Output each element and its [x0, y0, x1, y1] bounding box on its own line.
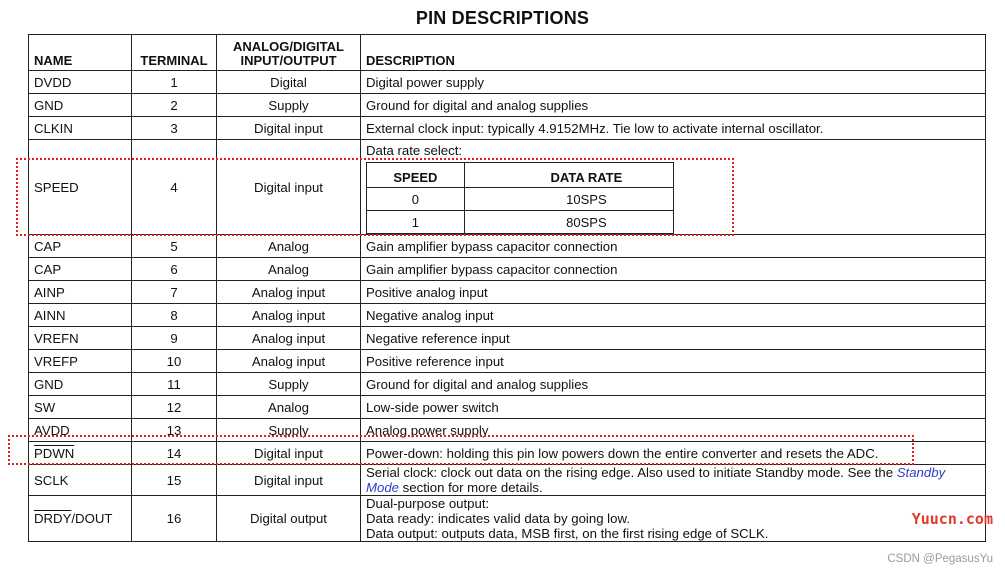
table-header-row — [29, 35, 986, 71]
table-row — [29, 396, 986, 419]
pin-type: Analog input — [217, 281, 361, 304]
pin-description: Negative reference input — [361, 327, 986, 350]
subtable-speed: 1 — [367, 211, 465, 234]
pin-type: Analog — [217, 235, 361, 258]
table-row — [29, 117, 986, 140]
pin-terminal: 14 — [132, 442, 217, 465]
pin-terminal: 8 — [132, 304, 217, 327]
pin-name: CLKIN — [29, 117, 132, 140]
table-row — [29, 327, 986, 350]
pin-terminal: 6 — [132, 258, 217, 281]
header-type: ANALOG/DIGITAL INPUT/OUTPUT — [217, 35, 361, 71]
header-name: NAME — [29, 35, 132, 71]
pin-name: GND — [29, 373, 132, 396]
site-watermark: Yuucn.com — [911, 510, 993, 528]
pin-terminal: 2 — [132, 94, 217, 117]
subtable-rate: 80SPS — [464, 211, 673, 234]
header-description: DESCRIPTION — [361, 35, 986, 71]
pin-terminal: 5 — [132, 235, 217, 258]
pin-terminal: 12 — [132, 396, 217, 419]
pin-type: Analog input — [217, 350, 361, 373]
table-row — [29, 304, 986, 327]
pin-type: Analog input — [217, 327, 361, 350]
pin-type: Supply — [217, 419, 361, 442]
pin-terminal: 13 — [132, 419, 217, 442]
standby-mode-link[interactable]: Standby Mode — [366, 465, 946, 495]
pin-description: Positive reference input — [361, 350, 986, 373]
speed-intro: Data rate select: — [366, 143, 463, 158]
subtable-rate: 10SPS — [464, 188, 673, 211]
pdwn-highlight-box — [8, 435, 914, 465]
pin-name: SPEED — [29, 140, 132, 235]
table-row — [29, 235, 986, 258]
table-row — [29, 94, 986, 117]
pin-type: Supply — [217, 373, 361, 396]
pin-terminal: 15 — [132, 465, 217, 496]
pin-terminal: 4 — [132, 140, 217, 235]
pin-type: Supply — [217, 94, 361, 117]
table-row — [29, 258, 986, 281]
pin-description: Digital power supply — [361, 71, 986, 94]
pin-name: AINP — [29, 281, 132, 304]
credit-watermark: CSDN @PegasusYu — [887, 553, 993, 565]
table-row — [29, 496, 986, 542]
pin-type: Analog — [217, 258, 361, 281]
pin-name: AVDD — [29, 419, 132, 442]
pin-type: Digital input — [217, 465, 361, 496]
table-row — [29, 350, 986, 373]
pin-name: DVDD — [29, 71, 132, 94]
pin-terminal: 10 — [132, 350, 217, 373]
pin-name: AINN — [29, 304, 132, 327]
pin-description: Analog power supply — [361, 419, 986, 442]
pin-description: Power-down: holding this pin low powers down the entire converter and resets the ADC. — [361, 442, 986, 465]
pin-name-overlined: DRDY — [34, 511, 72, 526]
pin-type: Digital input — [217, 117, 361, 140]
pin-description: Gain amplifier bypass capacitor connection — [361, 235, 986, 258]
pin-description: Serial clock: clock out data on the rising edge. Also used to initiate Standby mode. See the Standby Mode section for more details. — [361, 465, 986, 496]
page-title: PIN DESCRIPTIONS — [415, 8, 590, 28]
pin-name: DRDY/DOUT — [29, 496, 132, 542]
pin-type: Analog — [217, 396, 361, 419]
pin-name: GND — [29, 94, 132, 117]
pin-description: External clock input: typically 4.9152MHz. Tie low to activate internal oscillator. — [361, 117, 986, 140]
pin-name: CAP — [29, 235, 132, 258]
pin-name: SW — [29, 396, 132, 419]
pin-type: Digital output — [217, 496, 361, 542]
table-row — [29, 465, 986, 496]
pin-description: Gain amplifier bypass capacitor connection — [361, 258, 986, 281]
pin-description: Negative analog input — [361, 304, 986, 327]
pin-name: SCLK — [29, 465, 132, 496]
pin-terminal: 3 — [132, 117, 217, 140]
pin-terminal: 1 — [132, 71, 217, 94]
subtable-header-speed: SPEED — [367, 163, 465, 188]
pin-description: Low-side power switch — [361, 396, 986, 419]
pin-terminal: 11 — [132, 373, 217, 396]
pin-type: Digital input — [217, 140, 361, 235]
subtable-speed: 0 — [367, 188, 465, 211]
speed-highlight-box — [16, 158, 734, 236]
pin-name: VREFP — [29, 350, 132, 373]
pin-type: Analog input — [217, 304, 361, 327]
pin-type: Digital — [217, 71, 361, 94]
table-row — [29, 373, 986, 396]
pin-terminal: 16 — [132, 496, 217, 542]
pin-terminal: 7 — [132, 281, 217, 304]
table-row — [29, 281, 986, 304]
pin-terminal: 9 — [132, 327, 217, 350]
header-terminal: TERMINAL — [132, 35, 217, 71]
pin-description: Dual-purpose output: Data ready: indicates valid data by going low. Data output: outputs data, MSB first, on the first rising edge of SCLK. — [361, 496, 986, 542]
pin-name: VREFN — [29, 327, 132, 350]
pin-type: Digital input — [217, 442, 361, 465]
pin-description: Positive analog input — [361, 281, 986, 304]
pin-name-overlined: PDWN — [34, 445, 75, 461]
pin-description: Ground for digital and analog supplies — [361, 373, 986, 396]
pin-description: Ground for digital and analog supplies — [361, 94, 986, 117]
subtable-header-rate: DATA RATE — [464, 163, 673, 188]
table-row — [29, 71, 986, 94]
pin-descriptions-table — [28, 34, 986, 542]
pin-name: CAP — [29, 258, 132, 281]
